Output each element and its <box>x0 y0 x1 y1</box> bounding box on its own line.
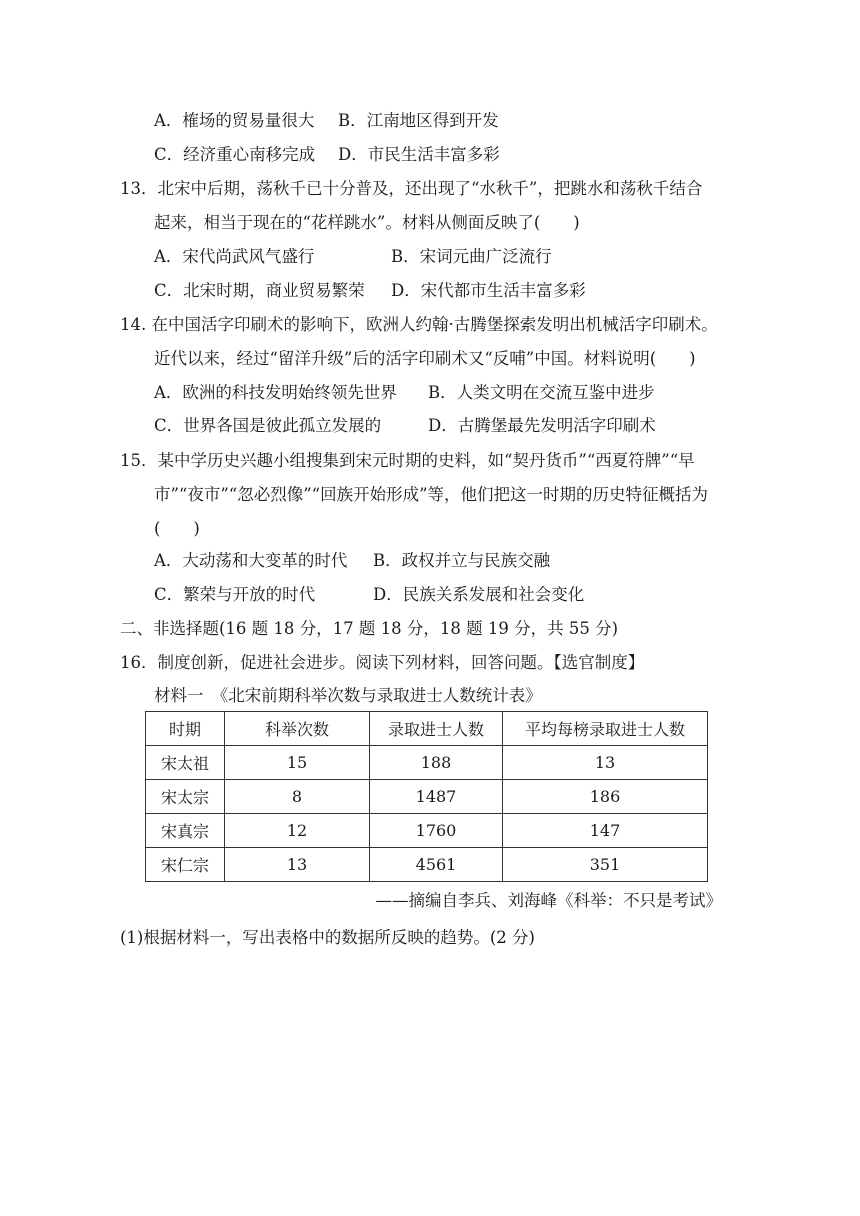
table-cell: 351 <box>503 848 708 882</box>
q14-option-b: B．人类文明在交流互鉴中进步 <box>428 383 655 402</box>
table-cell: 宋太宗 <box>146 780 225 814</box>
q13-option-b: B．宋词元曲广泛流行 <box>391 247 552 266</box>
q15-stem-line1: 15．某中学历史兴趣小组搜集到宋元时期的史料，如“契丹货币”“西夏符牌”“早 <box>120 451 695 470</box>
q15-option-d: D．民族关系发展和社会变化 <box>373 585 585 604</box>
table-cell: 宋太祖 <box>146 746 225 780</box>
q12-option-b: B．江南地区得到开发 <box>338 111 499 130</box>
table-cell: 1487 <box>370 780 503 814</box>
table-header-cell: 科举次数 <box>225 712 370 746</box>
table-row <box>146 814 708 848</box>
q13-stem-line2: 起来，相当于现在的“花样跳水”。材料从侧面反映了( ) <box>154 213 580 232</box>
table-cell: 147 <box>503 814 708 848</box>
table-header-cell: 时期 <box>146 712 225 746</box>
q12-option-c: C．经济重心南移完成 <box>154 145 316 164</box>
table-header-row <box>146 712 708 746</box>
table-cell: 12 <box>225 814 370 848</box>
table-cell: 13 <box>503 746 708 780</box>
keju-stats-table <box>145 711 708 882</box>
table-cell: 4561 <box>370 848 503 882</box>
q15-stem-line2: 市”“夜市”“忽必烈像”“回族开始形成”等，他们把这一时期的历史特征概括为 <box>154 485 709 504</box>
q14-option-c: C．世界各国是彼此孤立发展的 <box>154 416 382 435</box>
q15-option-b: B．政权并立与民族交融 <box>373 551 551 570</box>
q13-stem-line1: 13．北宋中后期，荡秋千已十分普及，还出现了“水秋千”，把跳水和荡秋千结合 <box>120 179 703 198</box>
material-title: 材料一 《北宋前期科举次数与录取进士人数统计表》 <box>154 686 542 705</box>
table-cell: 186 <box>503 780 708 814</box>
q16-sub1: (1)根据材料一，写出表格中的数据所反映的趋势。(2 分) <box>120 928 535 947</box>
q13-option-a: A．宋代尚武风气盛行 <box>154 247 315 266</box>
table-row <box>146 746 708 780</box>
table-row <box>146 848 708 882</box>
q14-stem-line1: 14. 在中国活字印刷术的影响下，欧洲人约翰·古腾堡探索发明出机械活字印刷术。 <box>120 315 718 334</box>
q12-option-a: A．榷场的贸易量很大 <box>154 111 315 130</box>
table-cell: 15 <box>225 746 370 780</box>
q15-option-a: A．大动荡和大变革的时代 <box>154 551 348 570</box>
table-header-cell: 平均每榜录取进士人数 <box>503 712 708 746</box>
table-cell: 188 <box>370 746 503 780</box>
table-cell: 宋仁宗 <box>146 848 225 882</box>
table-cell: 1760 <box>370 814 503 848</box>
q16-stem: 16．制度创新，促进社会进步。阅读下列材料，回答问题。【选官制度】 <box>120 653 645 672</box>
q14-option-d: D．古腾堡最先发明活字印刷术 <box>428 416 656 435</box>
table-cell: 宋真宗 <box>146 814 225 848</box>
material-source: ——摘编自李兵、刘海峰《科举：不只是考试》 <box>375 891 722 910</box>
q15-stem-line3: ( ) <box>154 519 200 538</box>
q12-option-d: D．市民生活丰富多彩 <box>338 145 500 164</box>
table-cell: 13 <box>225 848 370 882</box>
table-cell: 8 <box>225 780 370 814</box>
q15-option-c: C．繁荣与开放的时代 <box>154 585 316 604</box>
table-row <box>146 780 708 814</box>
table-header-cell: 录取进士人数 <box>370 712 503 746</box>
q14-stem-line2: 近代以来，经过“留洋升级”后的活字印刷术又“反哺”中国。材料说明( ) <box>154 349 696 368</box>
q13-option-d: D．宋代都市生活丰富多彩 <box>391 281 586 300</box>
q13-option-c: C．北宋时期，商业贸易繁荣 <box>154 281 365 300</box>
section-heading: 二、非选择题(16 题 18 分，17 题 18 分，18 题 19 分，共 55 分) <box>120 619 619 638</box>
q14-option-a: A．欧洲的科技发明始终领先世界 <box>154 383 397 402</box>
